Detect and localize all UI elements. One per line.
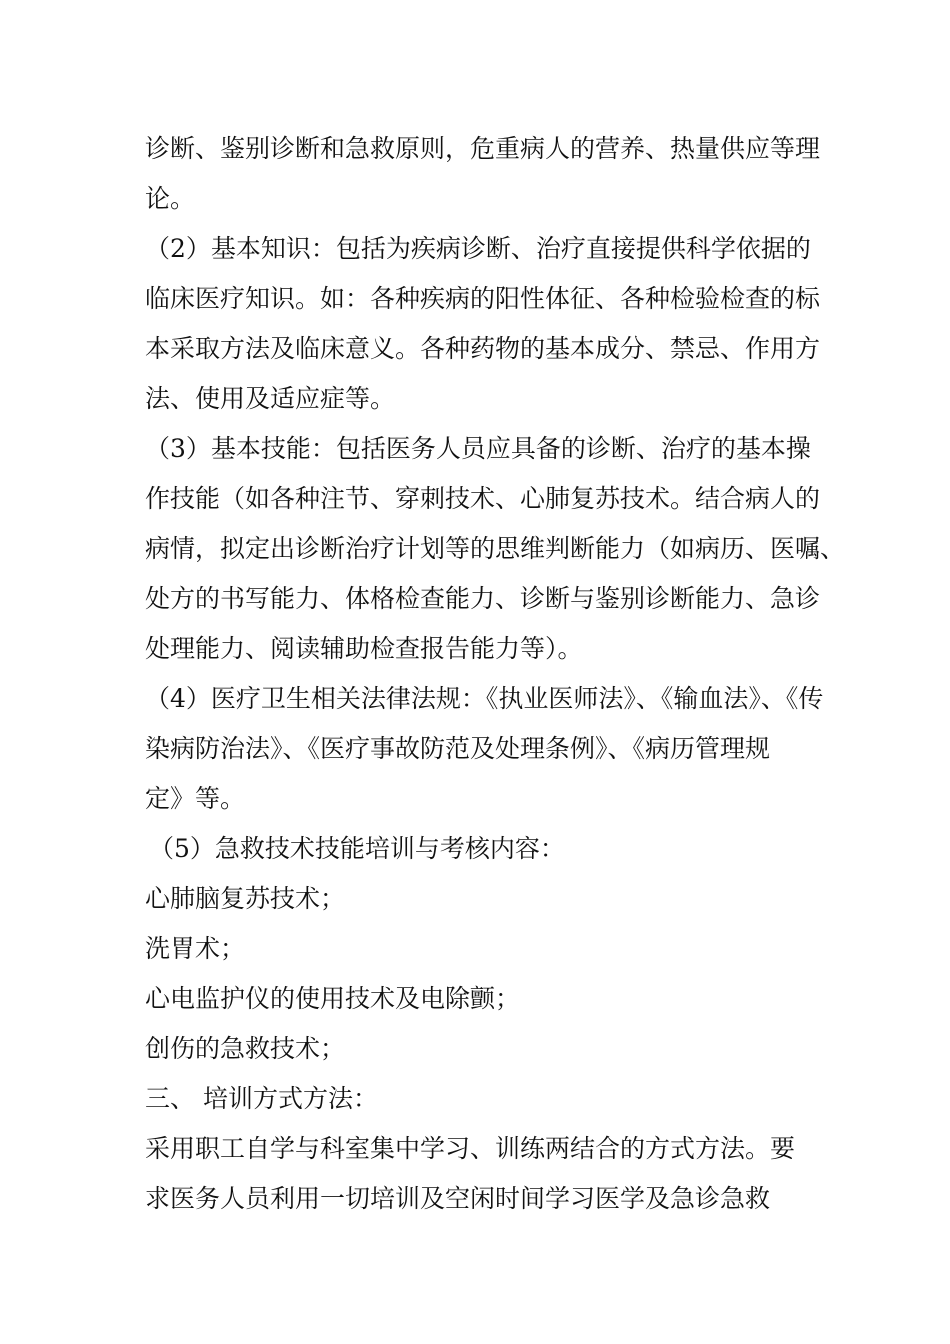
text-line: 法、使用及适应症等。 [145,384,396,413]
text-line: 论。 [145,184,196,213]
text-line: （5）急救技术技能培训与考核内容： [149,834,565,863]
text-line: （2）基本知识：包括为疾病诊断、治疗直接提供科学依据的 [145,234,811,263]
text-line: 染病防治法》、《医疗事故防范及处理条例》、《病历管理规 [145,734,771,763]
text-line: 心电监护仪的使用技术及电除颤； [145,984,521,1013]
text-line: 处方的书写能力、体格检查能力、诊断与鉴别诊断能力、急诊 [145,584,821,613]
text-line: 作技能（如各种注节、穿刺技术、心肺复苏技术。结合病人的 [145,484,821,513]
text-line: （3）基本技能：包括医务人员应具备的诊断、治疗的基本操 [145,434,811,463]
text-line: 心肺脑复苏技术； [145,884,346,913]
text-line: 诊断、鉴别诊断和急救原则，危重病人的营养、热量供应等理 [145,134,821,163]
text-line: 定》等。 [145,784,246,813]
text-line: 采用职工自学与科室集中学习、训练两结合的方式方法。要 [145,1134,796,1163]
section-heading: 三、 培训方式方法： [145,1084,378,1113]
text-line: 创伤的急救技术； [145,1034,346,1063]
text-line: 求医务人员利用一切培训及空闲时间学习医学及急诊急救 [145,1184,771,1213]
document-body [145,124,846,1224]
text-line: 临床医疗知识。如：各种疾病的阳性体征、各种检验检查的标 [145,284,821,313]
text-line: 处理能力、阅读辅助检查报告能力等）。 [145,634,583,663]
text-line: 洗胃术； [145,934,246,963]
text-line: （4）医疗卫生相关法律法规：《执业医师法》、《输血法》、《传 [145,684,824,713]
text-line: 本采取方法及临床意义。各种药物的基本成分、禁忌、作用方 [145,334,821,363]
text-line: 病情，拟定出诊断治疗计划等的思维判断能力（如病历、医嘱、 [145,534,846,563]
